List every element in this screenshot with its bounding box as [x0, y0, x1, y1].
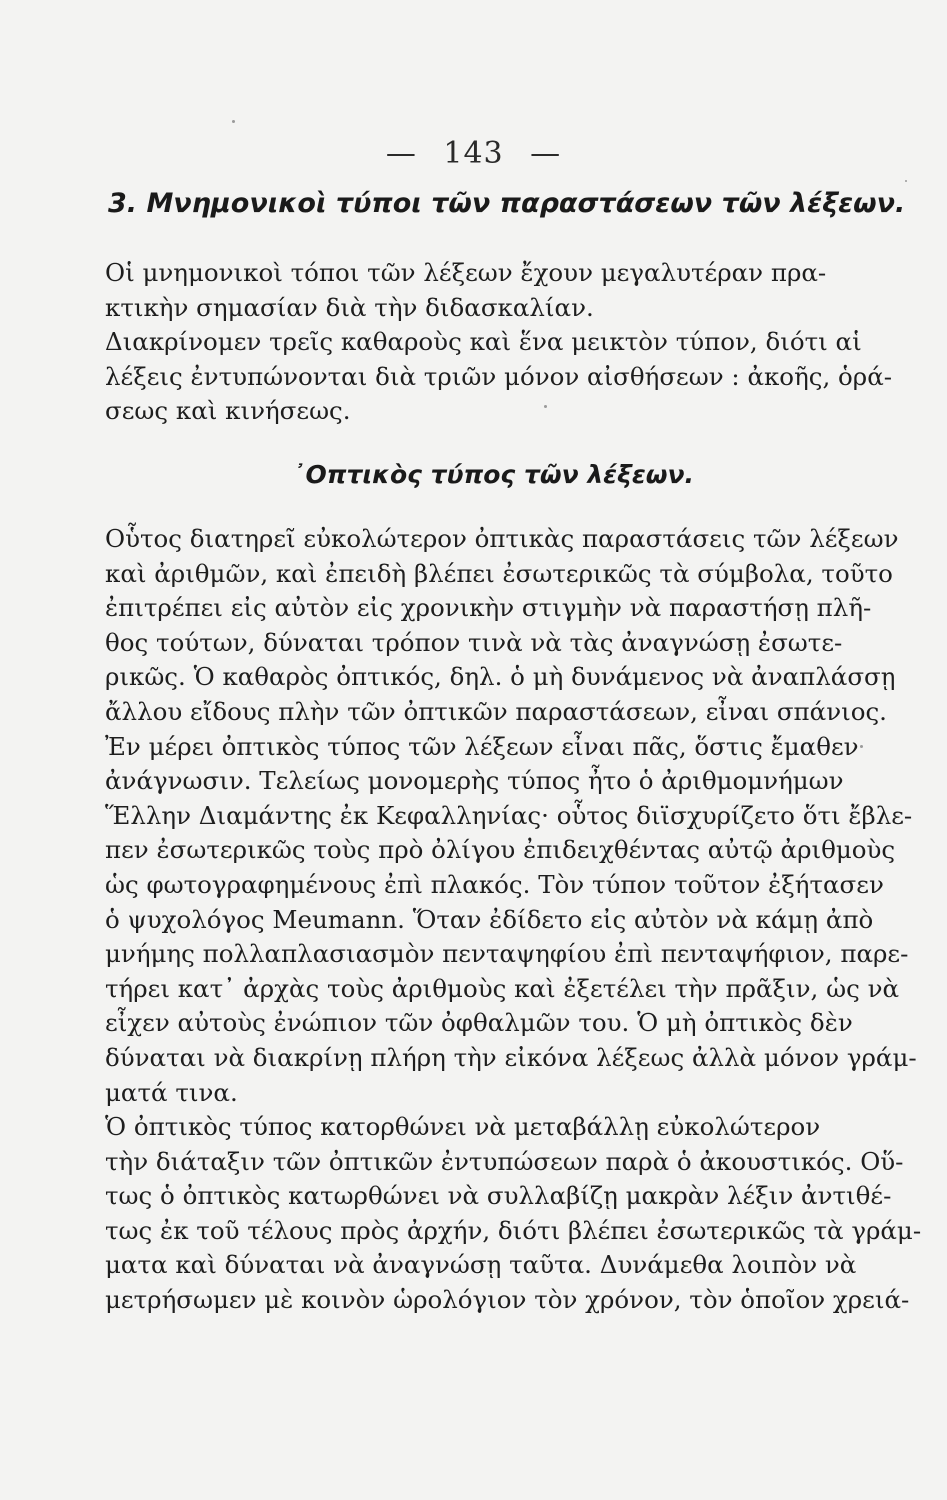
body-line: ματά τινα. [105, 1077, 238, 1107]
intro-paragraphs [105, 256, 893, 429]
intro-line: Διακρίνομεν τρεῖς καθαροὺς καὶ ἕνα μεικτὸν τύπον, διότι αἱ [105, 327, 862, 357]
body-line: θος τούτων, δύναται τρόπον τινὰ νὰ τὰς ἀναγνώσῃ ἐσωτε- [105, 627, 843, 657]
body-line: καὶ ἀριθμῶν, καὶ ἐπειδὴ βλέπει ἐσωτερικῶς τὰ σύμβολα, τοῦτο [105, 558, 893, 588]
body-line: εἶχεν αὐτοὺς ἐνώπιον τῶν ὀφθαλμῶν του. Ὁ μὴ ὀπτικὸς δὲν [105, 1008, 853, 1038]
subheading: ᾿Οπτικὸς τύπος τῶν λέξεων. [292, 460, 695, 489]
speck-mark [232, 120, 235, 123]
body-line: τως ἐκ τοῦ τέλους πρὸς ἀρχήν, διότι βλέπει ἐσωτερικῶς τὰ γράμ- [105, 1215, 922, 1245]
body-paragraphs [105, 522, 922, 1318]
body-line: ἄλλου εἴδους πλὴν τῶν ὀπτικῶν παραστάσεων, εἶναι σπάνιος. [105, 696, 887, 726]
speck-mark [860, 745, 863, 748]
body-line: μνήμης πολλαπλασιασμὸν πενταψηφίου ἐπὶ πενταψήφιον, παρε- [105, 939, 909, 969]
page-number [0, 136, 947, 171]
section-heading: 3. Μνημονικοὶ τύποι τῶν παραστάσεων τῶν λέξεων. [108, 188, 906, 219]
body-line: Ὁ ὀπτικὸς τύπος κατορθώνει νὰ μεταβάλλῃ εὐκολώτερον [105, 1112, 821, 1142]
speck-mark [905, 180, 907, 182]
body-line: ρικῶς. Ὁ καθαρὸς ὀπτικός, δηλ. ὁ μὴ δυνάμενος νὰ ἀναπλάσσῃ [105, 662, 896, 692]
body-line: τὴν διάταξιν τῶν ὀπτικῶν ἐντυπώσεων παρὰ ὁ ἀκουστικός. Οὕ- [105, 1146, 904, 1176]
body-line: ὡς φωτογραφημένους ἐπὶ πλακός. Τὸν τύπον τοῦτον ἐξήτασεν [105, 869, 884, 899]
body-line: ἐπιτρέπει εἰς αὐτὸν εἰς χρονικὴν στιγμὴν νὰ παραστήσῃ πλῆ- [105, 593, 872, 623]
body-line: τως ὁ ὀπτικὸς κατωρθώνει νὰ συλλαβίζῃ μακρὰν λέξιν ἀντιθέ- [105, 1181, 892, 1211]
body-line: δύναται νὰ διακρίνῃ πλήρη τὴν εἰκόνα λέξεως ἀλλὰ μόνον γράμ- [105, 1042, 917, 1072]
speck-mark [544, 405, 547, 408]
intro-line: κτικὴν σημασίαν διὰ τὴν διδασκαλίαν. [105, 292, 594, 322]
body-line: Ἕλλην Διαμάντης ἐκ Κεφαλληνίας· οὗτος διϊσχυρίζετο ὅτι ἔβλε- [105, 800, 913, 830]
body-line: πεν ἐσωτερικῶς τοὺς πρὸ ὀλίγου ἐπιδειχθέντας αὐτῷ ἀριθμοὺς [105, 835, 896, 865]
page-number-dash-right: — [530, 136, 562, 171]
body-line: ὁ ψυχολόγος Meumann. Ὅταν ἐδίδετο εἰς αὐτὸν νὰ κάμῃ ἀπὸ [105, 904, 874, 934]
page-number-dash-left: — [385, 136, 417, 171]
page-number-value: 143 [443, 136, 504, 171]
body-line: ματα καὶ δύναται νὰ ἀναγνώσῃ ταῦτα. Δυνάμεθα λοιπὸν νὰ [105, 1250, 857, 1280]
body-line: Ἐν μέρει ὀπτικὸς τύπος τῶν λέξεων εἶναι πᾶς, ὅστις ἔμαθεν [105, 731, 859, 761]
body-line: μετρήσωμεν μὲ κοινὸν ὡρολόγιον τὸν χρόνον, τὸν ὁποῖον χρειά- [105, 1285, 910, 1315]
body-line: τήρει κατ᾿ ἀρχὰς τοὺς ἀριθμοὺς καὶ ἐξετέλει τὴν πρᾶξιν, ὡς νὰ [105, 973, 900, 1003]
intro-line: λέξεις ἐντυπώνονται διὰ τριῶν μόνον αἰσθήσεων : ἀκοῆς, ὁρά- [105, 361, 893, 391]
intro-line: Οἱ μνημονικοὶ τόποι τῶν λέξεων ἔχουν μεγαλυτέραν πρα- [105, 258, 827, 287]
body-line: Οὗτος διατηρεῖ εὐκολώτερον ὀπτικὰς παραστάσεις τῶν λέξεων [105, 524, 899, 553]
intro-line: σεως καὶ κινήσεως. [105, 396, 351, 426]
body-line: ἀνάγνωσιν. Τελείως μονομερὴς τύπος ἦτο ὁ ἀριθμομνήμων [105, 766, 844, 796]
